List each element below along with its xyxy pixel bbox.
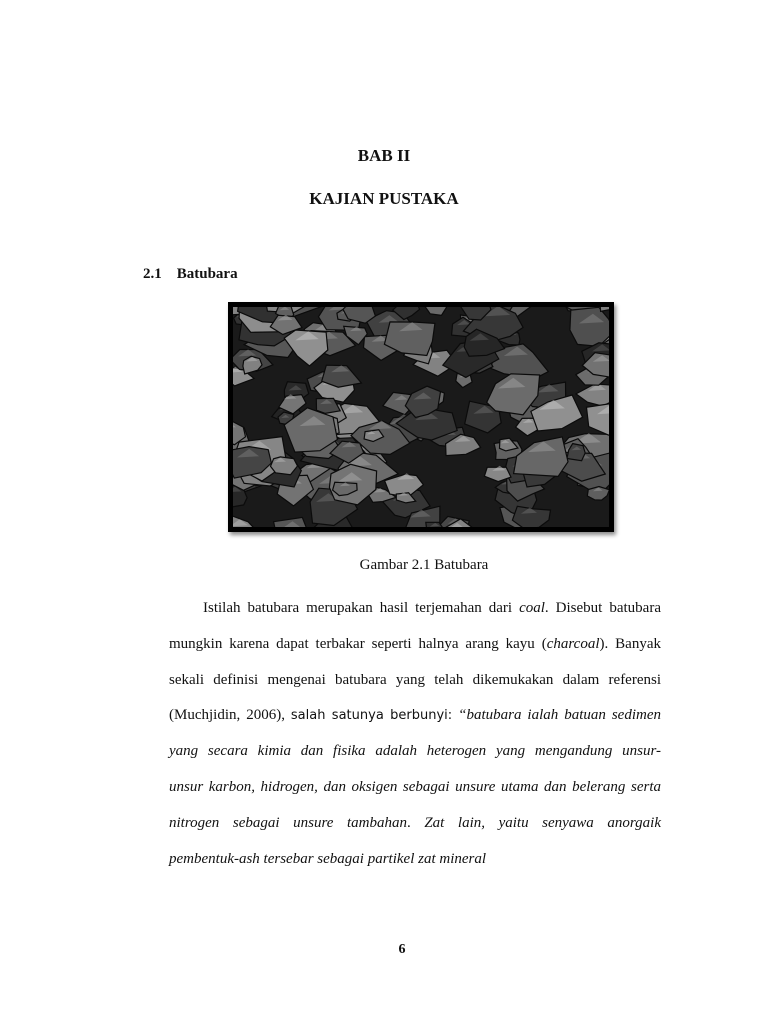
italic-term: charcoal (546, 635, 600, 652)
text-run: (Muchjidin, 2006), (169, 707, 291, 724)
body-paragraph (169, 591, 661, 877)
paragraph-line (169, 591, 661, 627)
text-run: mungkin karena dapat terbakar seperti halnya arang kayu ( (169, 635, 547, 652)
italic-quote: nitrogen sebagai unsure tambahan (169, 814, 407, 831)
paragraph-line (169, 627, 661, 663)
coal-lumps-image (233, 307, 609, 527)
figure-caption: Gambar 2.1 Batubara (359, 557, 489, 573)
paragraph-line: yang secara kimia dan fisika adalah heterogen yang mengandung unsur- (169, 743, 661, 760)
italic-quote: “batubara ialah batuan sedimen (452, 707, 661, 724)
chapter-number: BAB II (357, 146, 411, 165)
section-heading (143, 266, 238, 283)
paragraph-line (169, 698, 661, 734)
text-run: . Disebut batubara (544, 600, 661, 616)
coal-figure (228, 302, 614, 532)
page-number: 6 (398, 942, 406, 957)
section-number: 2.1 (143, 266, 162, 282)
paragraph-line: pembentuk-ash tersebar sebagai partikel zat mineral (169, 850, 487, 867)
italic-term: coal (519, 600, 545, 616)
text-run: ). Banyak (599, 635, 661, 652)
text-run: Istilah batubara merupakan hasil terjemahan dari (203, 600, 520, 616)
chapter-title: KAJIAN PUSTAKA (309, 189, 459, 208)
text-run: . (406, 814, 425, 831)
text-run: salah satunya berbunyi: (290, 708, 453, 724)
coal-lump (570, 307, 609, 346)
section-title: Batubara (176, 266, 238, 282)
paragraph-line (169, 806, 661, 842)
paragraph-line: sekali definisi mengenai batubara yang telah dikemukakan dalam referensi (169, 671, 661, 688)
italic-quote: Zat lain, yaitu senyawa anorgaik (424, 814, 661, 831)
paragraph-line: unsur karbon, hidrogen, dan oksigen sebagai unsure utama dan belerang serta (169, 778, 661, 795)
